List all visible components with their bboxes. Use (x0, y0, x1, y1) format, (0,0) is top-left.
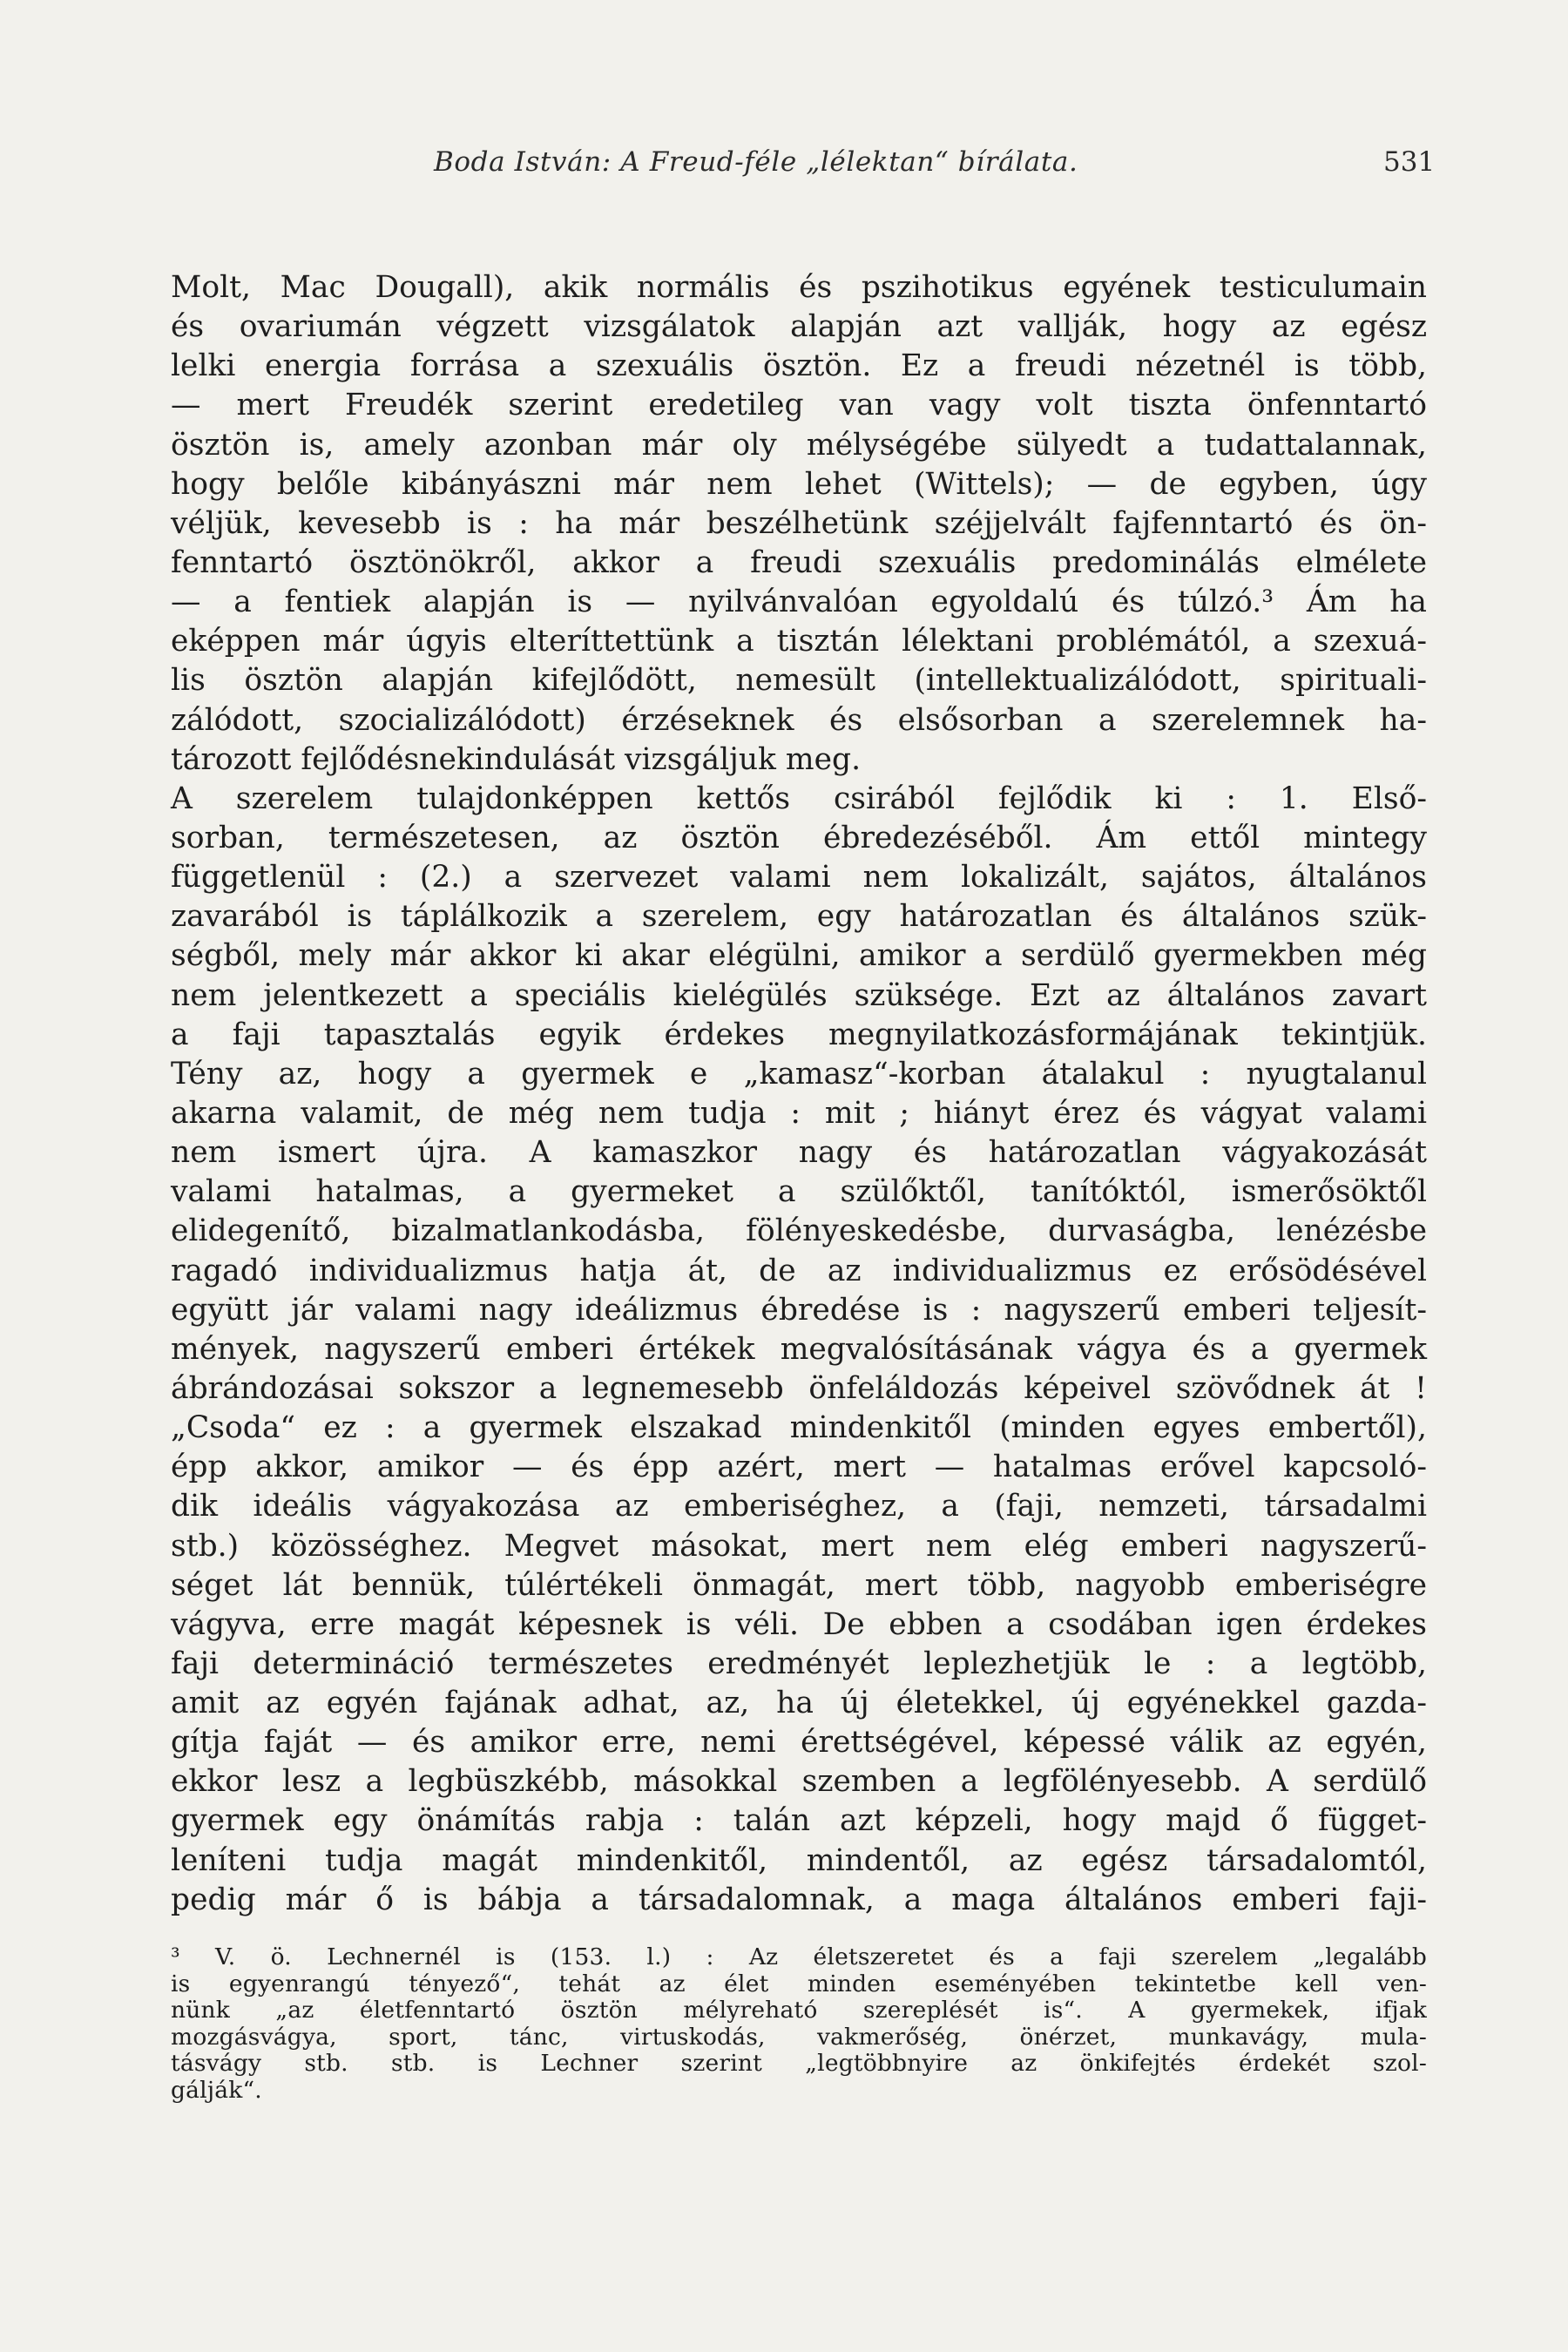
body-line: gítja faját — és amikor erre, nemi érettségével, képessé válik az egyén, (171, 1725, 1427, 1761)
body-text (171, 268, 1427, 1920)
body-line: nem ismert újra. A kamaszkor nagy és határozatlan vágyakozását (171, 1135, 1427, 1171)
body-line: amit az egyén fajának adhat, az, ha új életekkel, új egyénekkel gazda- (171, 1686, 1427, 1721)
body-line: — mert Freudék szerint eredetileg van vagy volt tiszta önfenntartó (171, 388, 1427, 423)
body-line: fenntartó ösztönökről, akkor a freudi szexuális predominálás elmélete (171, 544, 1427, 580)
body-line: lis ösztön alapján kifejlődött, nemesült (intellektualizálódott, spirituali- (171, 663, 1427, 699)
page-number: 531 (1383, 146, 1436, 178)
body-line: pedig már ő is bábja a társadalomnak, a maga általános emberi faji- (171, 1882, 1427, 1917)
body-line: és ovariumán végzett vizsgálatok alapján azt vallják, hogy az egész (171, 309, 1427, 345)
body-line: vágyva, erre magát képesnek is véli. De ebben a csodában igen érdekes (171, 1606, 1427, 1642)
running-head-title: Boda István: A Freud-féle „lélektan“ bírálata. (434, 146, 1078, 178)
footnote-line: nünk „az életfenntartó ösztön mélyreható szereplését is“. A gyermekek, ifjak (171, 1997, 1427, 2024)
body-line: hogy belőle kibányászni már nem lehet (Wittels); — de egyben, úgy (171, 466, 1427, 502)
footnote-line-end: gálják“. (171, 2076, 262, 2104)
body-line: sorban, természetesen, az ösztön ébredezéséből. Ám ettől mintegy (171, 820, 1427, 855)
body-line: elidegenítő, bizalmatlankodásba, fölényeskedésbe, durvaságba, lenézésbe (171, 1213, 1427, 1249)
footnote-line: mozgásvágya, sport, tánc, virtuskodás, vakmerőség, önérzet, munkavágy, mula- (171, 2023, 1427, 2051)
running-head (0, 146, 1568, 185)
body-line: függetlenül : (2.) a szervezet valami nem lokalizált, sajátos, általános (171, 860, 1427, 896)
body-line-paragraph-end: tározott fejlődésnekindulását vizsgáljuk meg. (171, 741, 862, 777)
footnote-block (171, 1944, 1427, 2105)
footnote-line: ³ V. ö. Lechnernél is (153. l.) : Az életszeretet és a faji szerelem „legalább (171, 1943, 1427, 1970)
body-line: gyermek egy önámítás rabja : talán azt képzeli, hogy majd ő függet- (171, 1803, 1427, 1839)
body-line: akarna valamit, de még nem tudja : mit ; hiányt érez és vágyat valami (171, 1095, 1427, 1131)
body-line-paragraph-start: A szerelem tulajdonképpen kettős csirából fejlődik ki : 1. Első- (171, 781, 1427, 816)
body-line: valami hatalmas, a gyermeket a szülőktől, tanítóktól, ismerősöktől (171, 1174, 1427, 1210)
body-line: nem jelentkezett a speciális kielégülés szüksége. Ezt az általános zavart (171, 977, 1427, 1013)
body-line: „Csoda“ ez : a gyermek elszakad mindenkitől (minden egyes embertől), (171, 1410, 1427, 1446)
body-line: faji determináció természetes eredményét leplezhetjük le : a legtöbb, (171, 1646, 1427, 1681)
footnote-line: is egyenrangú tényező“, tehát az élet minden eseményében tekintetbe kell ven- (171, 1970, 1427, 1997)
body-line: dik ideális vágyakozása az emberiséghez, a (faji, nemzeti, társadalmi (171, 1489, 1427, 1524)
body-line: zálódott, szocializálódott) érzéseknek és elsősorban a szerelemnek ha- (171, 702, 1427, 738)
body-line: stb.) közösséghez. Megvet másokat, mert nem elég emberi nagyszerű- (171, 1528, 1427, 1564)
body-line: Molt, Mac Dougall), akik normális és pszihotikus egyének testiculumain (171, 270, 1427, 305)
body-line: együtt jár valami nagy ideálizmus ébredése is : nagyszerű emberi teljesít- (171, 1292, 1427, 1328)
body-line: ragadó individualizmus hatja át, de az individualizmus ez erősödésével (171, 1253, 1427, 1288)
body-line: mények, nagyszerű emberi értékek megvalósításának vágya és a gyermek (171, 1331, 1427, 1367)
body-line: ábrándozásai sokszor a legnemesebb önfeláldozás képeivel szövődnek át ! (171, 1370, 1427, 1406)
body-line: Tény az, hogy a gyermek e „kamasz“-korban átalakul : nyugtalanul (171, 1056, 1427, 1092)
body-line: ségből, mely már akkor ki akar elégülni, amikor a serdülő gyermekben még (171, 938, 1427, 974)
body-line: zavarából is táplálkozik a szerelem, egy határozatlan és általános szük- (171, 899, 1427, 935)
body-line: eképpen már úgyis elteríttettünk a tisztán lélektani problémától, a szexuá- (171, 624, 1427, 659)
body-line: a faji tapasztalás egyik érdekes megnyilatkozásformájának tekintjük. (171, 1017, 1427, 1052)
footnote-line: tásvágy stb. stb. is Lechner szerint „legtöbbnyire az önkifejtés érdekét szol- (171, 2050, 1427, 2078)
body-line: lelki energia forrása a szexuális ösztön. Ez a freudi nézetnél is több, (171, 348, 1427, 384)
body-line: séget lát bennük, túlértékeli önmagát, mert több, nagyobb emberiségre (171, 1567, 1427, 1603)
body-line: ösztön is, amely azonban már oly mélységébe sülyedt a tudattalannak, (171, 427, 1427, 463)
body-line: ekkor lesz a legbüszkébb, másokkal szemben a legfölényesebb. A serdülő (171, 1764, 1427, 1800)
body-line: épp akkor, amikor — és épp azért, mert — hatalmas erővel kapcsoló- (171, 1450, 1427, 1485)
body-line: — a fentiek alapján is — nyilvánvalóan egyoldalú és túlzó.³ Ám ha (171, 585, 1427, 620)
body-line: leníteni tudja magát mindenkitől, mindentől, az egész társadalomtól, (171, 1842, 1427, 1878)
body-line: véljük, kevesebb is : ha már beszélhetünk széjjelvált fajfenntartó és ön- (171, 505, 1427, 541)
